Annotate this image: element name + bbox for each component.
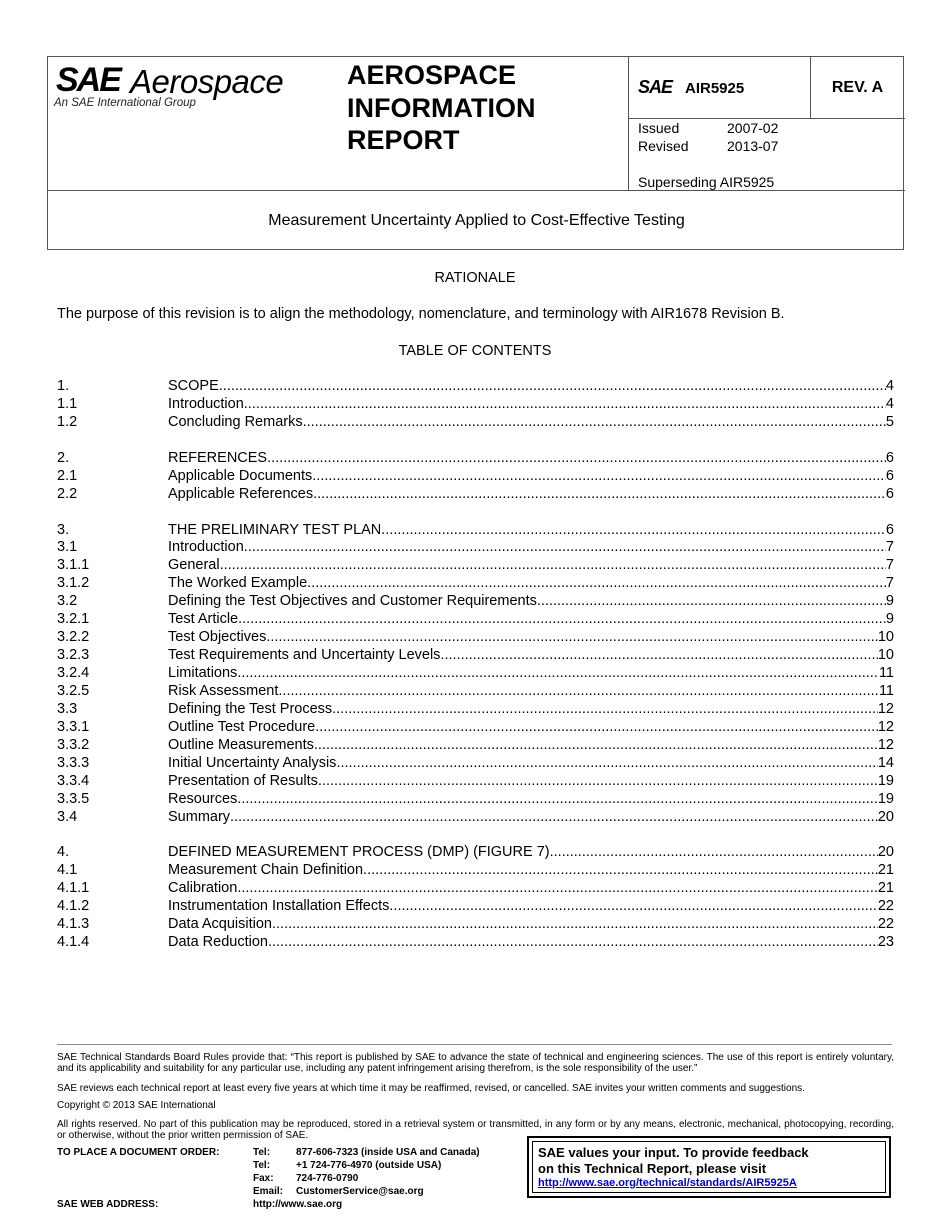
toc-entry[interactable] <box>57 522 894 540</box>
toc-leader-dots <box>314 737 878 755</box>
toc-title-line <box>168 647 894 665</box>
toc-number: 3.2.2 <box>57 629 90 646</box>
toc-title-line <box>168 934 894 952</box>
toc-entry[interactable] <box>57 611 894 629</box>
toc-number: 4.1.2 <box>57 898 90 915</box>
toc-title-line <box>168 862 894 880</box>
table-of-contents <box>57 378 894 952</box>
toc-number: 1.1 <box>57 395 78 412</box>
issued-date: 2007-02 <box>727 120 779 136</box>
toc-leader-dots <box>230 809 878 827</box>
toc-number: 3.4 <box>57 808 78 825</box>
toc-title: Data Acquisition <box>168 916 272 933</box>
toc-leader-dots <box>440 647 877 665</box>
toc-entry[interactable] <box>57 593 894 611</box>
toc-leader-dots <box>363 862 878 880</box>
toc-number: 4.1 <box>57 862 78 879</box>
toc-title: Test Requirements and Uncertainty Levels <box>168 647 441 664</box>
toc-title-line <box>168 611 894 629</box>
rationale-heading: RATIONALE <box>434 270 516 286</box>
feedback-text <box>538 1145 809 1176</box>
toc-leader-dots <box>237 791 878 809</box>
document-number: AIR5925 <box>685 80 745 97</box>
toc-entry[interactable] <box>57 898 894 916</box>
toc-page-number: 4 <box>885 378 894 394</box>
toc-page-number: 11 <box>878 665 894 681</box>
toc-title: Instrumentation Installation Effects <box>168 898 390 915</box>
toc-title: THE PRELIMINARY TEST PLAN <box>168 521 382 538</box>
toc-page-number: 20 <box>877 844 894 861</box>
toc-title-line <box>168 683 894 701</box>
feedback-box-inner <box>532 1141 886 1193</box>
toc-leader-dots <box>238 611 886 629</box>
toc-heading: TABLE OF CONTENTS <box>398 343 552 359</box>
toc-page-number: 6 <box>885 467 894 484</box>
toc-leader-dots <box>318 773 878 791</box>
header-divider <box>628 118 905 119</box>
toc-title-line <box>168 773 894 791</box>
contact-value: 724-776-0790 <box>296 1173 359 1184</box>
toc-number: 2.1 <box>57 467 78 484</box>
toc-number: 2. <box>57 449 70 466</box>
toc-leader-dots <box>244 539 886 557</box>
toc-leader-dots <box>312 468 886 486</box>
toc-title: General <box>168 557 220 574</box>
toc-number: 3.3.5 <box>57 790 90 807</box>
toc-page-number: 12 <box>877 718 894 735</box>
contact-label: Tel: <box>253 1147 271 1158</box>
toc-entry[interactable] <box>57 755 894 773</box>
toc-page-number: 5 <box>885 413 894 430</box>
toc-page-number: 12 <box>877 736 894 753</box>
toc-title: Test Objectives <box>168 629 267 646</box>
toc-entry[interactable] <box>57 450 894 468</box>
toc-leader-dots <box>237 665 879 683</box>
toc-page-number: 9 <box>885 611 894 628</box>
toc-title-line <box>168 665 894 683</box>
toc-title: Outline Measurements <box>168 736 314 753</box>
toc-title-line <box>168 791 894 809</box>
order-label: TO PLACE A DOCUMENT ORDER: <box>57 1147 220 1158</box>
toc-leader-dots <box>332 701 878 719</box>
contact-value: +1 724-776-4970 (outside USA) <box>296 1160 442 1171</box>
toc-page-number: 21 <box>877 880 894 897</box>
toc-page-number: 9 <box>885 593 894 610</box>
rights-text: All rights reserved. No part of this publication may be reproduced, stored in a retrieval system or transmitted, in any form or by any means, electronic, mechanical, photocopying, recording, or otherwise, without the prior written permission of SAE. <box>57 1119 894 1141</box>
toc-page-number: 14 <box>877 754 894 771</box>
toc-title: The Worked Example <box>168 575 308 592</box>
toc-entry[interactable] <box>57 486 894 504</box>
toc-leader-dots <box>389 898 877 916</box>
contact-label: Tel: <box>253 1160 271 1171</box>
contact-value: CustomerService@sae.org <box>296 1186 424 1197</box>
toc-entry[interactable] <box>57 557 894 575</box>
toc-entry[interactable] <box>57 737 894 755</box>
toc-leader-dots <box>268 934 878 952</box>
standards-rules-text: SAE Technical Standards Board Rules provide that: “This report is published by SAE to advance the state of technical and engineering sciences. The use of this report is entirely voluntary, and its applicability and suitability for any particular use, including any patent infringement arising therefrom, is the sole responsibility of the user.” <box>57 1052 894 1074</box>
toc-number: 1.2 <box>57 413 78 430</box>
toc-title-line <box>168 916 894 934</box>
toc-number: 3. <box>57 521 70 538</box>
toc-title: Data Reduction <box>168 934 268 951</box>
toc-page-number: 7 <box>885 557 894 574</box>
toc-leader-dots <box>537 593 886 611</box>
toc-title: Presentation of Results <box>168 772 318 789</box>
toc-title: Measurement Chain Definition <box>168 862 364 879</box>
toc-leader-dots <box>315 719 878 737</box>
toc-page-number: 6 <box>885 521 894 538</box>
report-type <box>347 59 535 157</box>
feedback-line: SAE values your input. To provide feedback <box>538 1145 809 1160</box>
sae-mark-icon: SAE <box>638 77 673 97</box>
report-type-line: REPORT <box>347 125 460 155</box>
toc-entry[interactable] <box>57 647 894 665</box>
toc-page-number: 10 <box>877 629 894 646</box>
toc-entry[interactable] <box>57 468 894 486</box>
toc-title: Defining the Test Process <box>168 700 333 717</box>
toc-entry[interactable] <box>57 701 894 719</box>
toc-title: SCOPE <box>168 378 219 394</box>
toc-leader-dots <box>219 378 886 396</box>
toc-number: 3.3.2 <box>57 736 90 753</box>
toc-title: Risk Assessment <box>168 682 279 699</box>
toc-entry[interactable] <box>57 378 894 396</box>
toc-title-line <box>168 701 894 719</box>
toc-title-line <box>168 898 894 916</box>
copyright-text: Copyright © 2013 SAE International <box>57 1100 216 1111</box>
contact-label: Email: <box>253 1186 284 1197</box>
toc-entry[interactable] <box>57 862 894 880</box>
toc-title-line <box>168 414 894 432</box>
toc-number: 1. <box>57 378 70 394</box>
toc-entry[interactable] <box>57 414 894 432</box>
contact-value: 877-606-7323 (inside USA and Canada) <box>296 1147 480 1158</box>
feedback-box <box>527 1136 891 1198</box>
toc-page-number: 7 <box>885 539 894 556</box>
review-text: SAE reviews each technical report at least every five years at which time it may be reaffirmed, revised, or cancelled. SAE invites your written comments and suggestions. <box>57 1083 805 1094</box>
toc-entry[interactable] <box>57 916 894 934</box>
toc-title: Initial Uncertainty Analysis <box>168 754 337 771</box>
toc-title: Introduction <box>168 395 244 412</box>
aerospace-logo-text: Aerospace <box>130 63 284 100</box>
web-address-link[interactable]: http://www.sae.org <box>253 1199 343 1210</box>
toc-leader-dots <box>550 844 878 862</box>
toc-title: Calibration <box>168 880 238 897</box>
toc-number: 3.3.4 <box>57 772 90 789</box>
report-type-line: AEROSPACE <box>347 60 517 90</box>
toc-number: 4.1.4 <box>57 934 90 951</box>
toc-title-line <box>168 539 894 557</box>
toc-entry[interactable] <box>57 880 894 898</box>
toc-leader-dots <box>267 450 886 468</box>
toc-page-number: 7 <box>885 575 894 592</box>
toc-page-number: 11 <box>878 682 894 699</box>
contact-label: Fax: <box>253 1173 274 1184</box>
toc-leader-dots <box>313 486 886 504</box>
toc-entry[interactable] <box>57 934 894 952</box>
toc-number: 3.3.3 <box>57 754 90 771</box>
toc-number: 2.2 <box>57 485 78 502</box>
toc-page-number: 20 <box>877 808 894 825</box>
toc-title: Applicable Documents <box>168 467 313 484</box>
toc-title-line <box>168 450 894 468</box>
toc-entry[interactable] <box>57 575 894 593</box>
toc-title-line <box>168 737 894 755</box>
toc-page-number: 6 <box>885 485 894 502</box>
toc-number: 3.2.4 <box>57 665 90 681</box>
logo-subtitle: An SAE International Group <box>54 97 196 109</box>
toc-title-line <box>168 575 894 593</box>
feedback-link[interactable]: http://www.sae.org/technical/standards/AIR5925A <box>538 1177 797 1189</box>
toc-title-line <box>168 719 894 737</box>
toc-leader-dots <box>220 557 886 575</box>
toc-title: Test Article <box>168 611 239 628</box>
toc-number: 3.1.1 <box>57 557 90 574</box>
toc-title: DEFINED MEASUREMENT PROCESS (DMP) (FIGURE 7) <box>168 844 550 861</box>
toc-title-line <box>168 378 894 396</box>
toc-number: 3.2.1 <box>57 611 90 628</box>
toc-title-line <box>168 809 894 827</box>
toc-leader-dots <box>266 629 878 647</box>
toc-leader-dots <box>272 916 878 934</box>
report-type-line: INFORMATION <box>347 92 536 123</box>
toc-page-number: 22 <box>877 916 894 933</box>
toc-entry[interactable] <box>57 665 894 683</box>
toc-entry[interactable] <box>57 844 894 862</box>
toc-leader-dots <box>336 755 877 773</box>
toc-title-line <box>168 880 894 898</box>
issued-label: Issued <box>638 120 680 136</box>
toc-title: Resources <box>168 790 238 807</box>
toc-title-line <box>168 468 894 486</box>
toc-title: Outline Test Procedure <box>168 718 316 735</box>
toc-title-line <box>168 557 894 575</box>
document-header <box>47 56 904 250</box>
toc-page-number: 23 <box>877 934 894 951</box>
toc-page-number: 22 <box>877 898 894 915</box>
toc-number: 3.3 <box>57 700 78 717</box>
header-divider <box>628 57 629 191</box>
toc-title: REFERENCES <box>168 449 268 466</box>
toc-entry[interactable] <box>57 629 894 647</box>
feedback-line: on this Technical Report, please visit <box>538 1160 767 1176</box>
toc-number: 3.1.2 <box>57 575 90 592</box>
toc-title-line <box>168 755 894 773</box>
toc-leader-dots <box>307 575 886 593</box>
toc-leader-dots <box>303 414 886 432</box>
toc-number: 4.1.3 <box>57 916 90 933</box>
toc-page-number: 19 <box>877 790 894 807</box>
toc-title: Introduction <box>168 539 244 556</box>
toc-number: 4. <box>57 844 70 861</box>
toc-number: 3.3.1 <box>57 718 90 735</box>
toc-title-line <box>168 522 894 540</box>
toc-page-number: 4 <box>885 395 894 412</box>
toc-title: Defining the Test Objectives and Customer Requirements <box>168 593 537 610</box>
toc-entry[interactable] <box>57 791 894 809</box>
toc-number: 4.1.1 <box>57 880 90 897</box>
web-address-label: SAE WEB ADDRESS: <box>57 1199 159 1210</box>
toc-title-line <box>168 396 894 414</box>
rationale-text: The purpose of this revision is to align the methodology, nomenclature, and terminology with AIR1678 Revision B. <box>57 306 785 322</box>
toc-title-line <box>168 629 894 647</box>
toc-leader-dots <box>381 522 886 540</box>
document-title: Measurement Uncertainty Applied to Cost-Effective Testing <box>268 212 685 229</box>
toc-number: 3.2 <box>57 593 78 610</box>
revised-label: Revised <box>638 138 689 154</box>
toc-title: Applicable References <box>168 485 314 502</box>
toc-number: 3.1 <box>57 539 78 556</box>
toc-number: 3.2.3 <box>57 647 90 664</box>
sae-logo: SAE <box>56 61 120 99</box>
toc-leader-dots <box>278 683 879 701</box>
toc-entry[interactable] <box>57 719 894 737</box>
revised-date: 2013-07 <box>727 138 779 154</box>
toc-leader-dots <box>237 880 878 898</box>
toc-number: 3.2.5 <box>57 682 90 699</box>
toc-title: Summary <box>168 808 231 825</box>
footer-divider <box>57 1044 892 1045</box>
superseding-note: Superseding AIR5925 <box>638 174 775 190</box>
toc-entry[interactable] <box>57 396 894 414</box>
revision-label: REV. A <box>831 79 884 96</box>
toc-title-line <box>168 593 894 611</box>
toc-title-line <box>168 486 894 504</box>
header-divider <box>48 190 905 191</box>
toc-entry[interactable] <box>57 809 894 827</box>
toc-title: Concluding Remarks <box>168 413 303 430</box>
toc-page-number: 12 <box>877 700 894 717</box>
toc-leader-dots <box>244 396 886 414</box>
toc-page-number: 21 <box>877 862 894 879</box>
toc-page-number: 10 <box>877 647 894 664</box>
toc-title: Limitations <box>168 665 238 681</box>
toc-page-number: 19 <box>877 772 894 789</box>
toc-entry[interactable] <box>57 539 894 557</box>
toc-entry[interactable] <box>57 773 894 791</box>
toc-entry[interactable] <box>57 683 894 701</box>
toc-title-line <box>168 844 894 862</box>
toc-page-number: 6 <box>885 449 894 466</box>
